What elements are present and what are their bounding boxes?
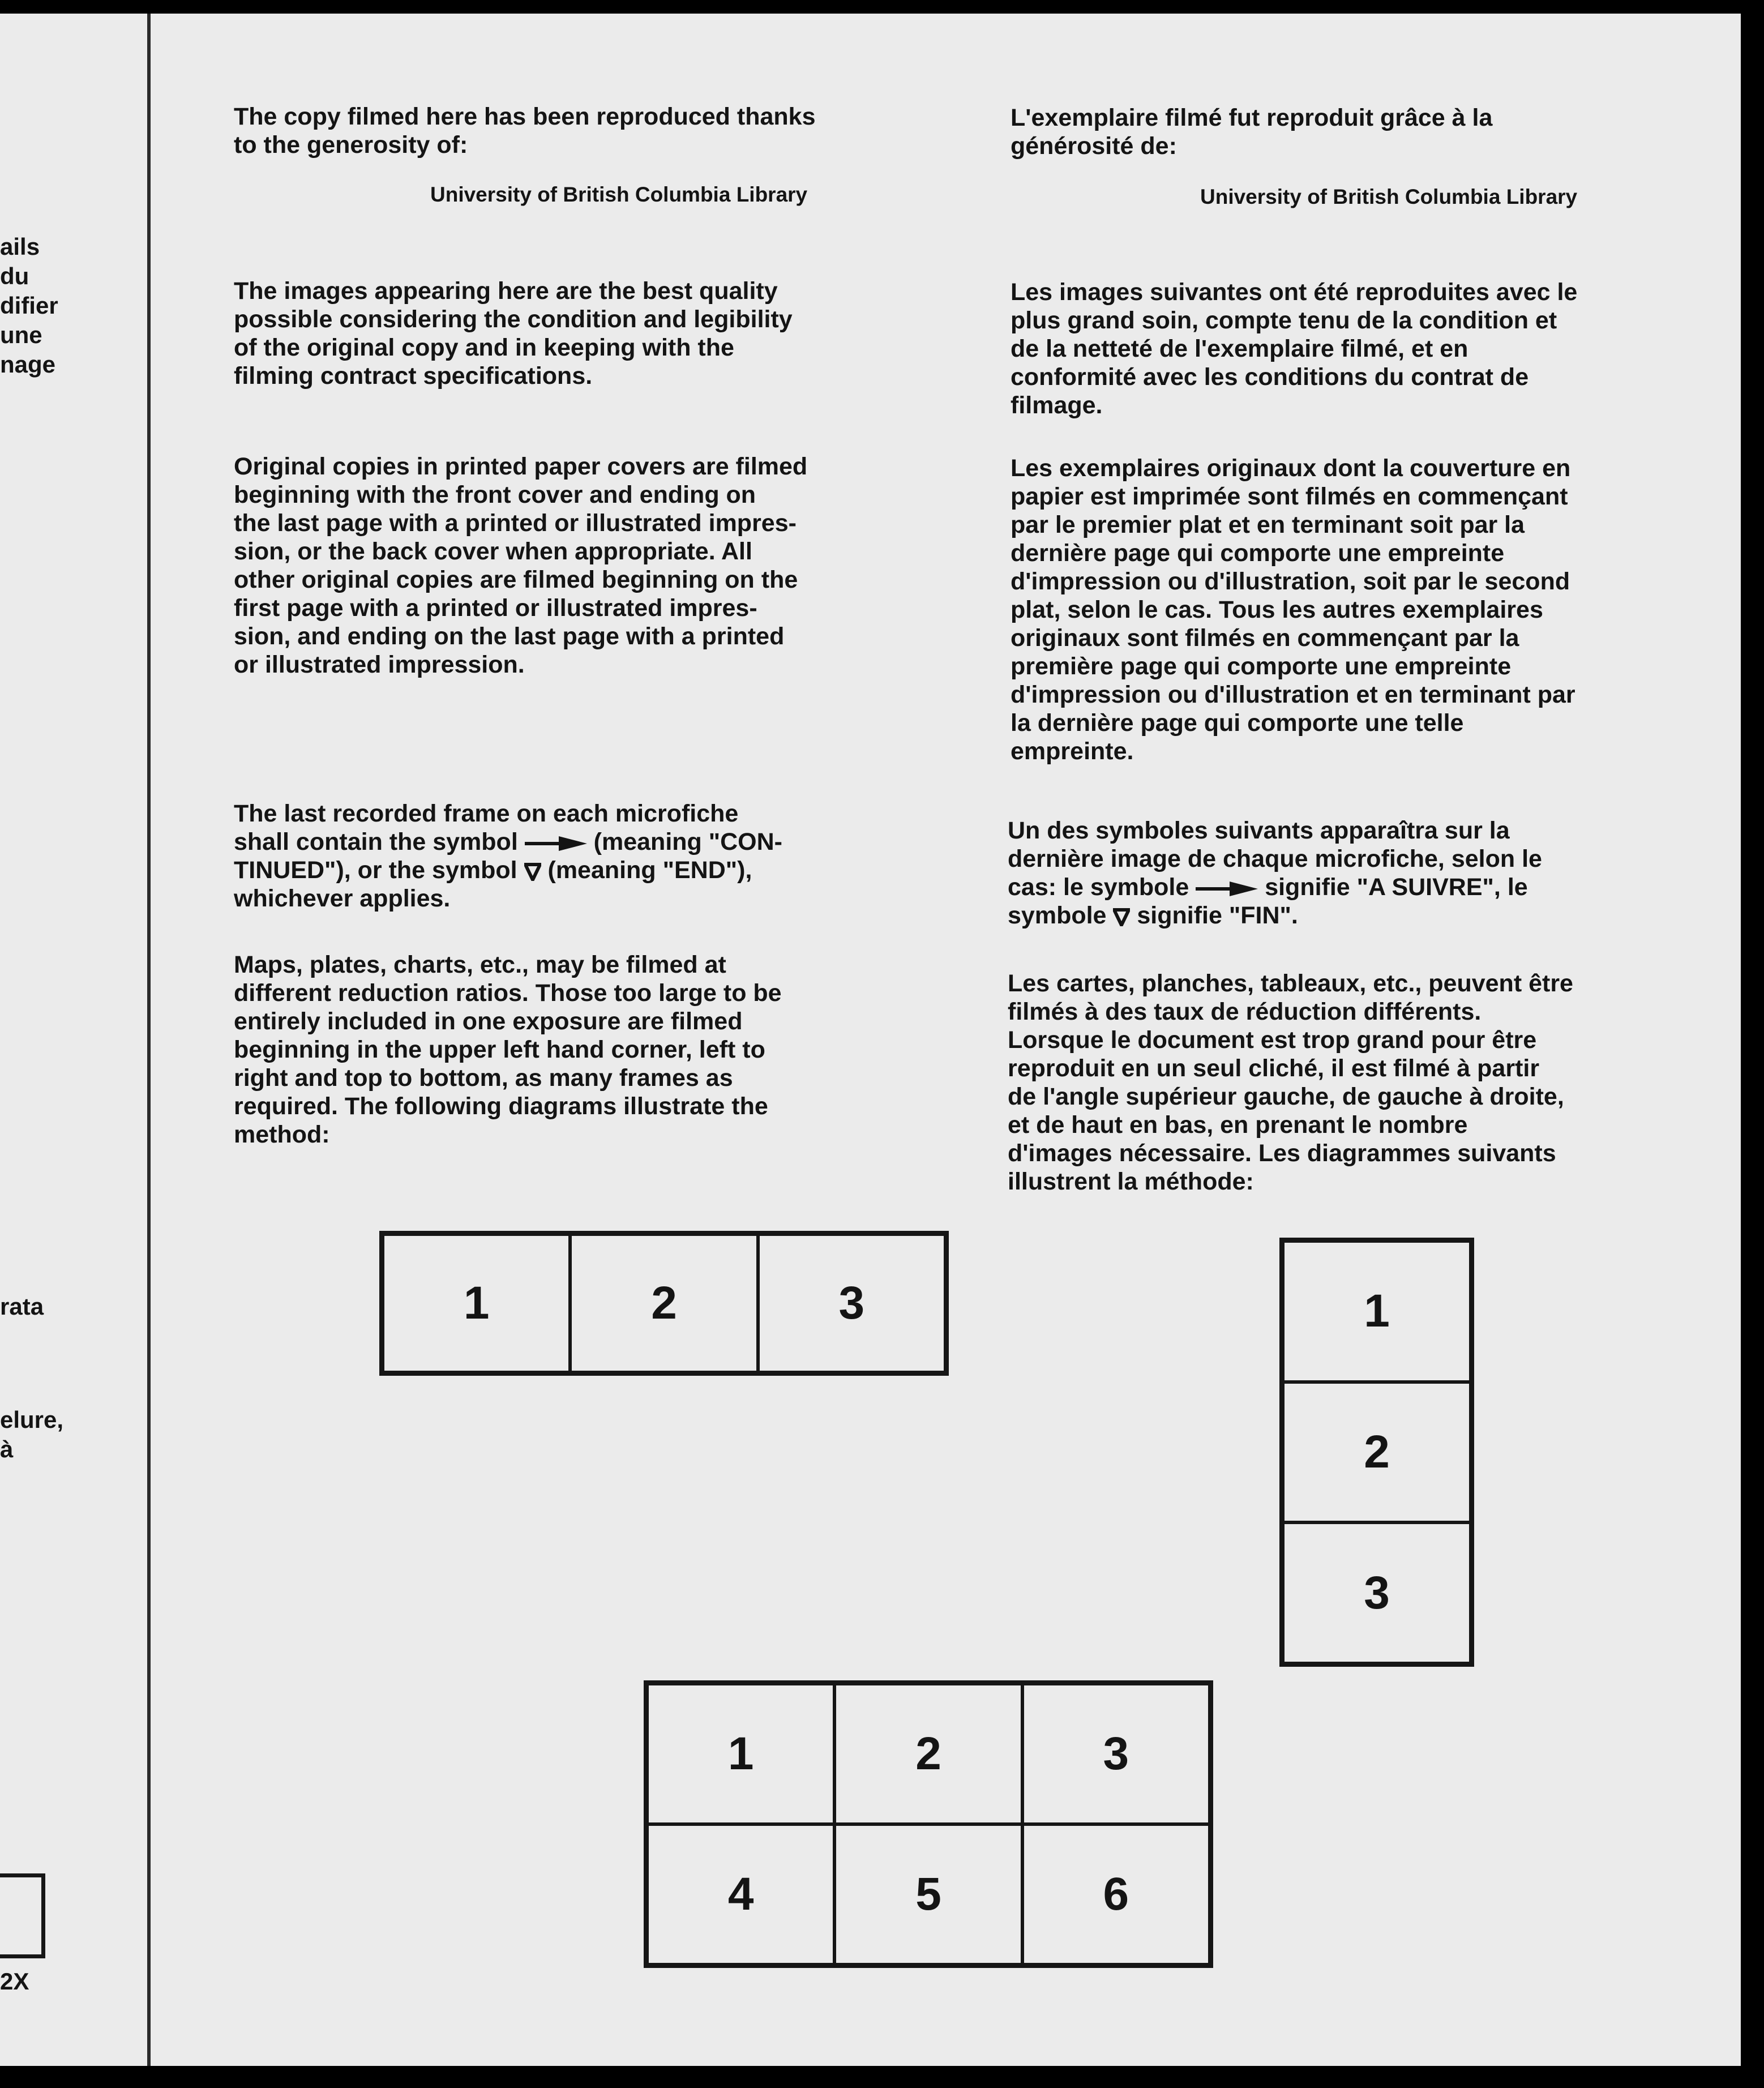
left-fragment: à bbox=[0, 1436, 14, 1462]
frame-cell: 1 bbox=[647, 1684, 834, 1824]
left-fragment: rata bbox=[0, 1293, 44, 1320]
frame-cell: 2 bbox=[834, 1684, 1022, 1824]
english-library-credit: University of British Columbia Library bbox=[430, 183, 808, 206]
left-resolution-box bbox=[0, 1873, 45, 1958]
continued-arrow-icon bbox=[1196, 880, 1258, 897]
french-library-credit: University of British Columbia Library bbox=[1200, 185, 1578, 208]
page-fold-line bbox=[147, 14, 151, 2066]
left-fragment: nage bbox=[0, 351, 56, 378]
frame-cell: 3 bbox=[1283, 1522, 1471, 1663]
left-fragment: ails bbox=[0, 233, 40, 260]
left-fragment: difier bbox=[0, 292, 58, 319]
frame-cell: 1 bbox=[383, 1234, 570, 1372]
end-triangle-icon bbox=[1113, 908, 1130, 926]
frame-cell: 1 bbox=[1283, 1241, 1471, 1382]
frame-cell: 6 bbox=[1022, 1824, 1210, 1965]
left-fragment: elure, bbox=[0, 1406, 64, 1433]
frame-cell: 5 bbox=[834, 1824, 1022, 1965]
left-fragment: une bbox=[0, 322, 42, 348]
frame-cell: 4 bbox=[647, 1824, 834, 1965]
frame-cell: 3 bbox=[758, 1234, 945, 1372]
frame-cell: 2 bbox=[1283, 1382, 1471, 1523]
left-fragment: 2X bbox=[0, 1968, 29, 1995]
diagram-horizontal-frames bbox=[379, 1231, 949, 1376]
continued-arrow-icon bbox=[525, 835, 587, 852]
frame-cell: 3 bbox=[1022, 1684, 1210, 1824]
diagram-grid-frames bbox=[644, 1680, 1213, 1968]
end-triangle-icon bbox=[524, 863, 541, 881]
frame-cell: 2 bbox=[570, 1234, 757, 1372]
left-fragment: du bbox=[0, 263, 29, 289]
microfiche-target-page: ails du difier une nage rata elure, à 2X The copy filmed here has been reproduced thanks to the generosity of: University of British Columbia Library The images appearing here are the best quality possible considering the condition and legibility of the original copy and in keeping with the filming contract specifications. Original copies in printed paper covers are filmed beginning with the front cover and ending on the last page with a printed or illustrated impres- sion, or the back cover when appropriate. All other original copies are filmed beginning on the first page with a printed or illustrated impres- sion, and ending on the last page with a printed or illustrated impression. The last recorded frame on each microfiche shall contain the symbol (meaning "CON- TINUED"), or the symbol (meaning "END"), whichever applies. Maps, plates, charts, etc., may be filmed at different reduction ratios. Those too large to be entirely included in one exposure are filmed beginning in the upper left hand corner, left to right and top to bottom, as many frames as required. The following diagrams illustrate the method: L'exemplaire filmé fut reproduit grâce à la générosité de: University of British Columbia Library Les images suivantes ont été reproduites avec le plus grand soin, compte tenu de la condition et de la netteté de l'exemplaire filmé, et en conformité avec les conditions du contrat de filmage. Les exemplaires originaux dont la couverture en papier est imprimée sont filmés en commençant par le premier plat et en terminant soit par la dernière page qui comporte une empreinte d'impression ou d'illustration, soit par le second plat, selon le cas. Tous les autres exemplaires originaux sont filmés en commençant par la première page qui comporte une empreinte d'impression ou d'illustration et en terminant par la dernière page qui comporte une telle empreinte. Un des symboles suivants apparaîtra sur la dernière image de chaque microfiche, selon le cas: le symbole signifie "A SUIVRE", le symbole signifie "FIN". Les cartes, planches, tableaux, etc., peuvent être filmés à des taux de réduction différents. Lorsque le document est trop grand pour être reproduit en un seul cliché, il est filmé à partir de l'angle supérieur gauche, de gauche à droite, et de haut en bas, en prenant le nombre d'images nécessaire. Les diagrammes suivants illustrent la méthode: 1 2 3 1 2 3 1 2 3 4 5 6 bbox=[0, 14, 1741, 2066]
diagram-vertical-frames bbox=[1279, 1238, 1474, 1667]
